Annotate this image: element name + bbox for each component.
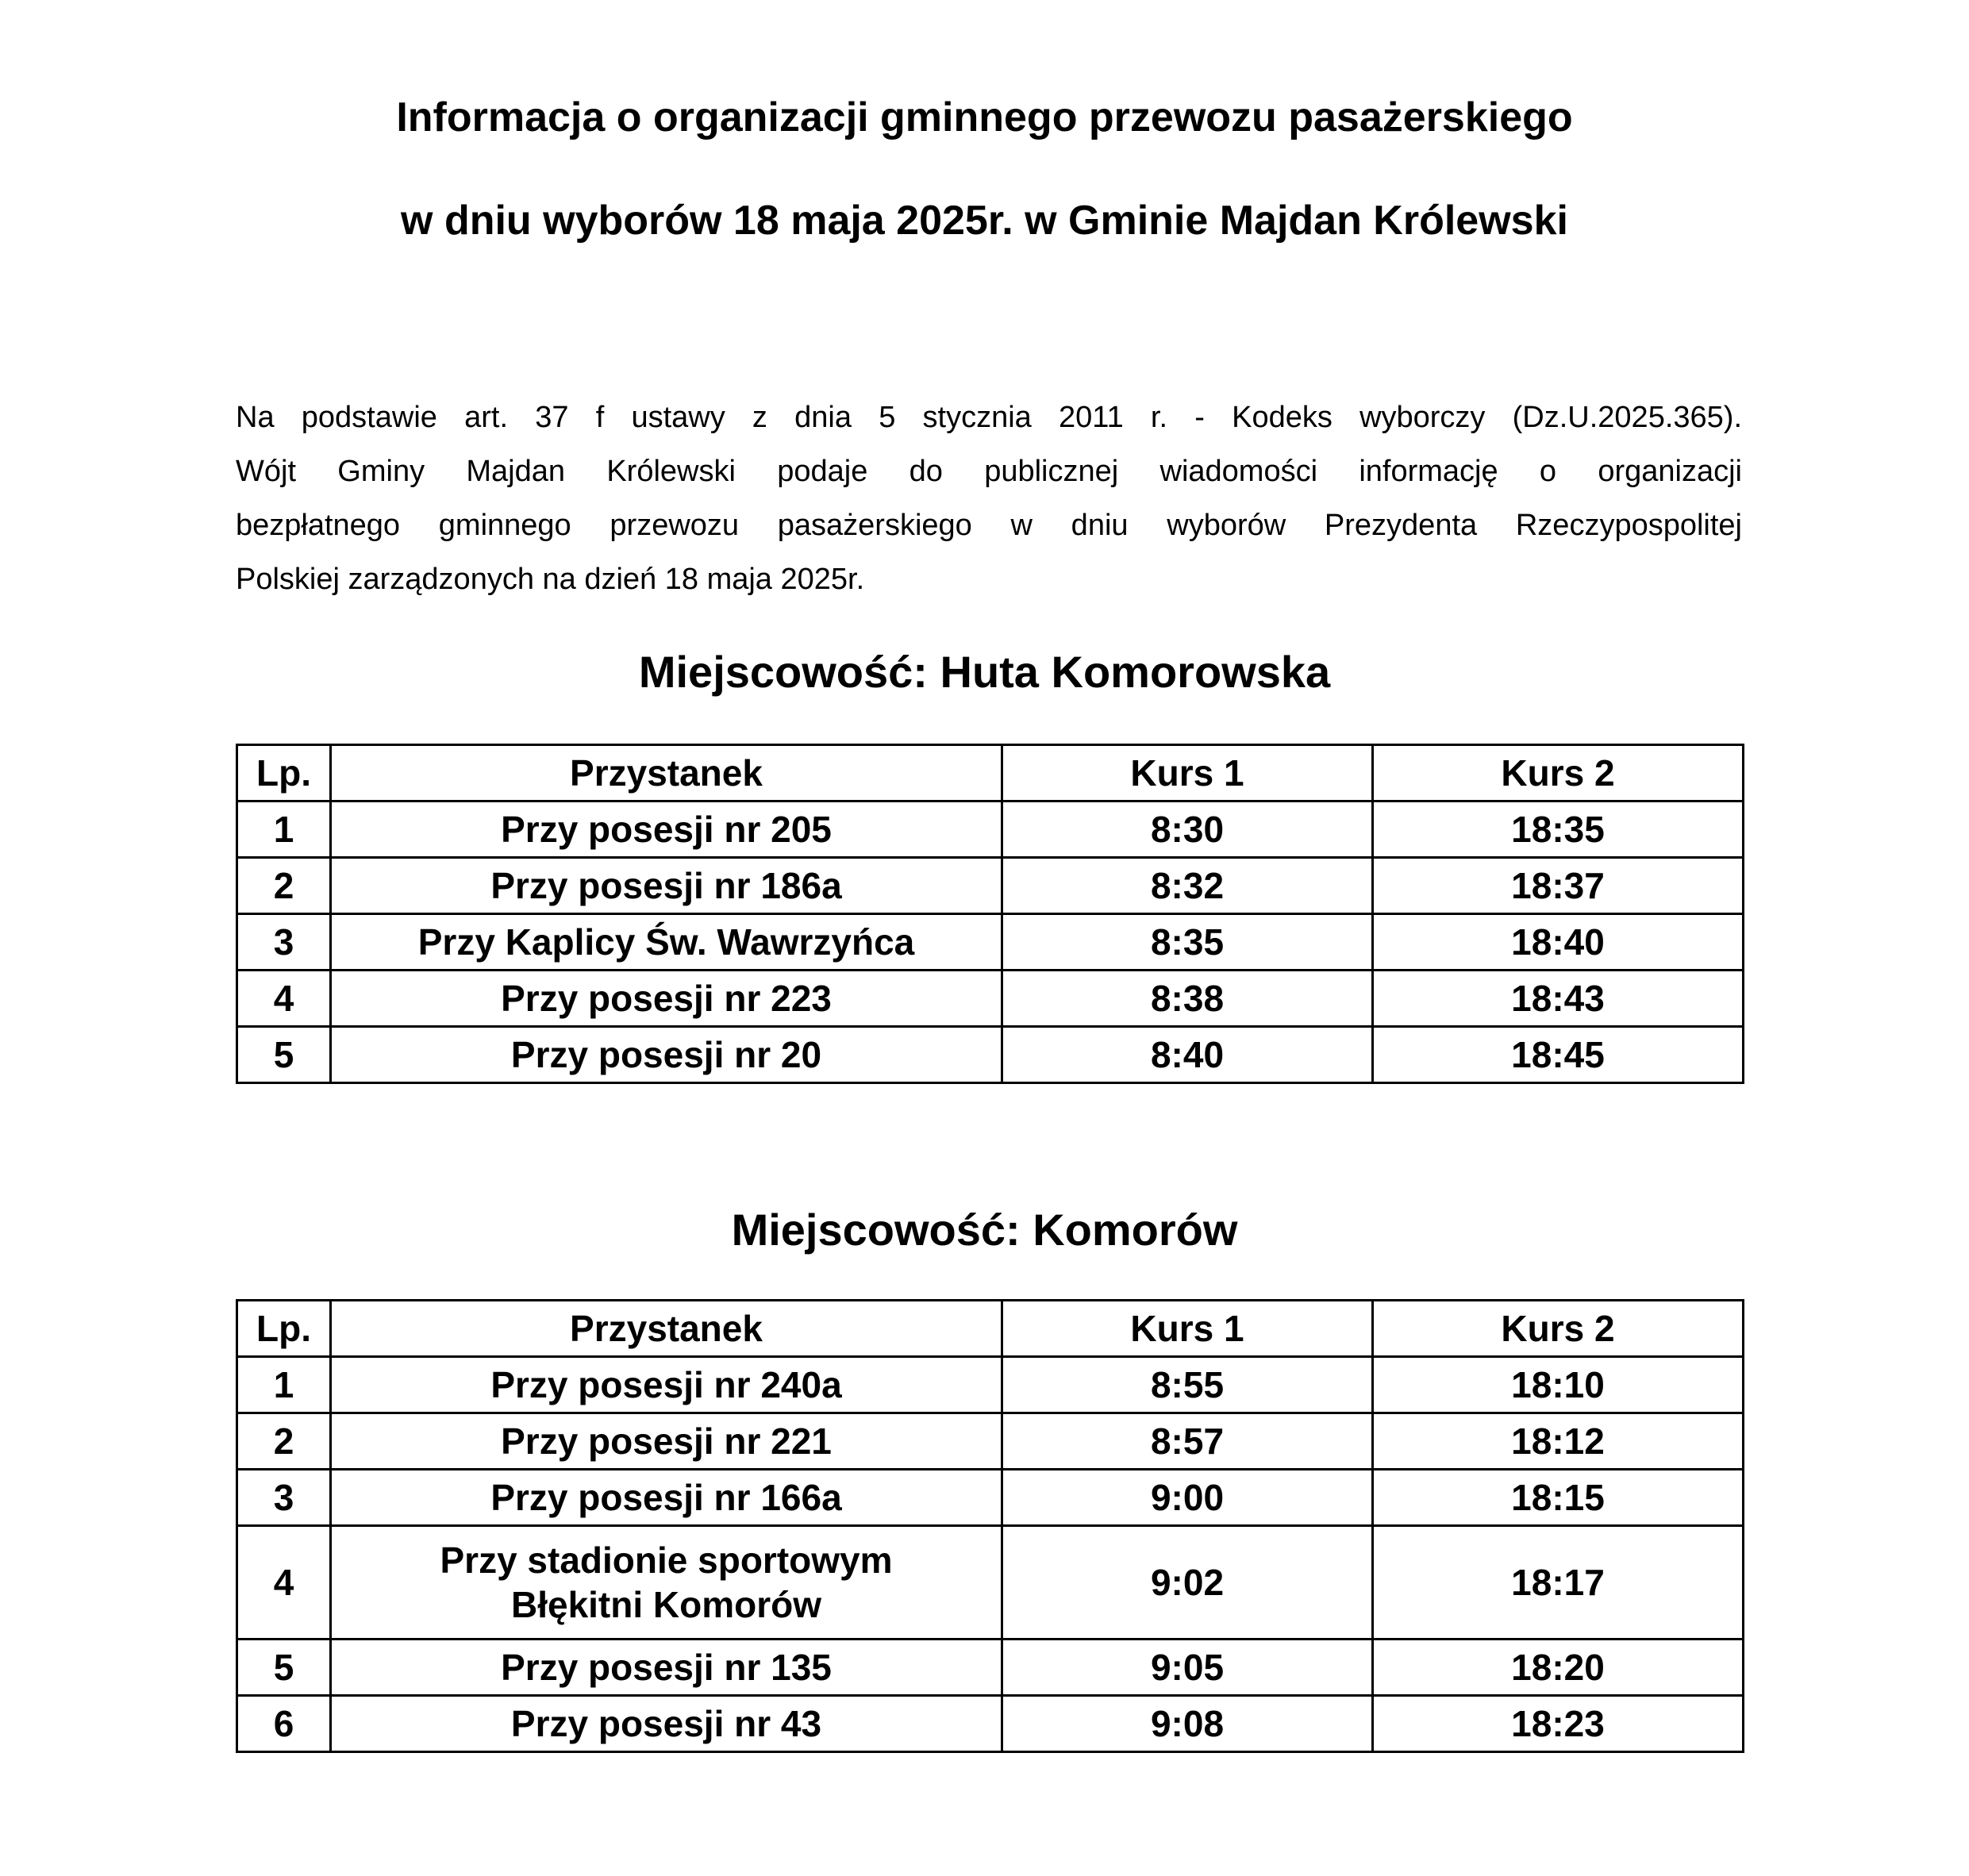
table-header-row [237, 745, 1744, 802]
cell-kurs-1: 8:35 [1002, 914, 1373, 971]
document-title-line-2: w dniu wyborów 18 maja 2025r. w Gminie Majdan Królewski [401, 198, 1568, 244]
table-row [237, 1470, 1744, 1526]
intro-line: bezpłatnego gminnego przewozu pasażerskiego w dniu wyborów Prezydenta Rzeczypospolitej [236, 509, 1742, 542]
cell-stop: Przy posesji nr 240a [331, 1357, 1002, 1413]
cell-lp: 1 [237, 1357, 331, 1413]
table-row [237, 858, 1744, 914]
column-header-kurs-1: Kurs 1 [1002, 745, 1373, 802]
cell-kurs-2: 18:15 [1373, 1470, 1744, 1526]
cell-stop: Przy posesji nr 43 [331, 1696, 1002, 1752]
cell-kurs-1: 8:38 [1002, 971, 1373, 1027]
cell-stop: Przy posesji nr 166a [331, 1470, 1002, 1526]
column-header-przystanek: Przystanek [331, 745, 1002, 802]
column-header-kurs-1: Kurs 1 [1002, 1301, 1373, 1357]
table-row [237, 802, 1744, 858]
table-row [237, 914, 1744, 971]
table-header-row [237, 1301, 1744, 1357]
cell-kurs-2: 18:37 [1373, 858, 1744, 914]
schedule-table-komorow [236, 1299, 1744, 1753]
table-row [237, 971, 1744, 1027]
table-row [237, 1526, 1744, 1640]
cell-kurs-2: 18:35 [1373, 802, 1744, 858]
cell-kurs-2: 18:20 [1373, 1640, 1744, 1696]
cell-stop [331, 1526, 1002, 1640]
cell-lp: 2 [237, 858, 331, 914]
cell-kurs-1: 8:40 [1002, 1027, 1373, 1083]
cell-lp: 2 [237, 1413, 331, 1470]
cell-stop: Przy posesji nr 135 [331, 1640, 1002, 1696]
schedule-table-huta-komorowska [236, 744, 1744, 1084]
cell-lp: 3 [237, 914, 331, 971]
table-row [237, 1357, 1744, 1413]
column-header-lp: Lp. [237, 745, 331, 802]
cell-kurs-2: 18:45 [1373, 1027, 1744, 1083]
cell-stop: Przy posesji nr 186a [331, 858, 1002, 914]
column-header-kurs-2: Kurs 2 [1373, 745, 1744, 802]
intro-line: Na podstawie art. 37 f ustawy z dnia 5 stycznia 2011 r. - Kodeks wyborczy (Dz.U.2025.365). [236, 401, 1742, 434]
document-title-line-1: Informacja o organizacji gminnego przewozu pasażerskiego [396, 94, 1573, 140]
cell-stop-line: Przy stadionie sportowym [440, 1540, 893, 1581]
column-header-kurs-2: Kurs 2 [1373, 1301, 1744, 1357]
table-row [237, 1696, 1744, 1752]
cell-kurs-1: 9:08 [1002, 1696, 1373, 1752]
cell-kurs-2: 18:43 [1373, 971, 1744, 1027]
cell-lp: 1 [237, 802, 331, 858]
cell-lp: 5 [237, 1640, 331, 1696]
cell-stop: Przy Kaplicy Św. Wawrzyńca [331, 914, 1002, 971]
section-heading-komorow: Miejscowość: Komorów [731, 1205, 1238, 1255]
cell-lp: 4 [237, 1526, 331, 1640]
intro-line: Polskiej zarządzonych na dzień 18 maja 2025r. [236, 563, 865, 596]
cell-stop: Przy posesji nr 205 [331, 802, 1002, 858]
cell-lp: 6 [237, 1696, 331, 1752]
cell-kurs-1: 9:00 [1002, 1470, 1373, 1526]
table-row [237, 1640, 1744, 1696]
cell-kurs-2: 18:40 [1373, 914, 1744, 971]
cell-stop: Przy posesji nr 20 [331, 1027, 1002, 1083]
intro-paragraph [236, 390, 1742, 606]
section-heading-huta-komorowska: Miejscowość: Huta Komorowska [638, 647, 1331, 697]
cell-lp: 5 [237, 1027, 331, 1083]
cell-kurs-1: 9:02 [1002, 1526, 1373, 1640]
cell-stop: Przy posesji nr 223 [331, 971, 1002, 1027]
cell-kurs-2: 18:23 [1373, 1696, 1744, 1752]
cell-lp: 4 [237, 971, 331, 1027]
cell-kurs-2: 18:17 [1373, 1526, 1744, 1640]
cell-kurs-2: 18:10 [1373, 1357, 1744, 1413]
cell-lp: 3 [237, 1470, 331, 1526]
cell-kurs-1: 9:05 [1002, 1640, 1373, 1696]
cell-kurs-1: 8:55 [1002, 1357, 1373, 1413]
cell-kurs-2: 18:12 [1373, 1413, 1744, 1470]
cell-stop-line: Błękitni Komorów [510, 1584, 822, 1625]
cell-stop: Przy posesji nr 221 [331, 1413, 1002, 1470]
cell-kurs-1: 8:30 [1002, 802, 1373, 858]
column-header-lp: Lp. [237, 1301, 331, 1357]
table-row [237, 1413, 1744, 1470]
cell-kurs-1: 8:57 [1002, 1413, 1373, 1470]
intro-line: Wójt Gminy Majdan Królewski podaje do publicznej wiadomości informację o organizacji [236, 455, 1742, 488]
cell-kurs-1: 8:32 [1002, 858, 1373, 914]
column-header-przystanek: Przystanek [331, 1301, 1002, 1357]
table-row [237, 1027, 1744, 1083]
